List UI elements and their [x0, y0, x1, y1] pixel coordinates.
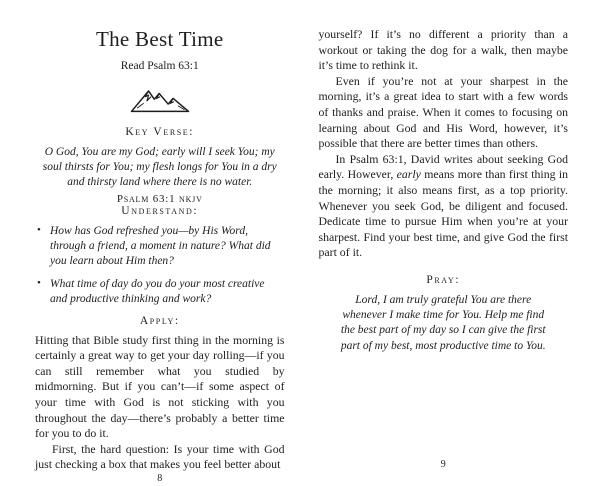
understand-heading: Understand:	[121, 204, 199, 217]
apply-paragraph-1: Hitting that Bible study first thing in the morning is certainly a great way to get your day rolling—if you can still remember what you studied by midmorning. But if you can’t—if some aspect of your time with God is not sticking with you throughout the day—there’s probably a better time for you to do it.	[35, 332, 285, 441]
understand-bullet-2	[35, 277, 285, 307]
page-number-left: 8	[157, 472, 163, 484]
body-paragraph-1: yourself? If it’s no different a priority than a workout or taking the dog for a walk, then maybe it’s time to rethink it.	[318, 27, 568, 73]
apply-paragraph-2: First, the hard question: Is your time with God just checking a box that makes you feel better about	[35, 441, 285, 472]
bullet-marker: •	[37, 276, 41, 289]
page-title: The Best Time	[95, 27, 224, 51]
prayer-text: Lord, I am truly grateful You are there whenever I make time for You. Help me find the best part of my day so I can give the first part of my best, most productive time to You.	[340, 293, 546, 352]
understand-bullet-1	[35, 224, 285, 269]
pray-heading: Pray:	[426, 273, 461, 286]
mountains-icon	[35, 85, 285, 115]
body-paragraph-3-pre: In Psalm 63:1, David writes about seeking God early. However,	[318, 151, 568, 182]
understand-list	[35, 224, 285, 315]
apply-heading: Apply:	[139, 314, 180, 327]
body-paragraph-3-post: means more than first thing in the morning; it also means first, as a top priority. Whenever you seek God, be diligent and focused. Dedicate time to pursue Him when you’re at your sharpest. Find your best time, and give God the first part of it.	[318, 167, 568, 260]
key-verse-heading: Key Verse:	[125, 126, 195, 138]
right-page	[302, 0, 603, 486]
key-verse-text: O God, You are my God; early will I seek You; my soul thirsts for You; my flesh longs for You in a dry and thirsty land where there is no water.	[42, 146, 277, 189]
key-verse-reference: Psalm 63:1 nkjv	[116, 192, 203, 205]
bullet-marker: •	[37, 223, 41, 236]
spacer	[319, 261, 569, 274]
body-paragraph-2: Even if you’re not at your sharpest in the morning, it’s a great idea to start with a few words of thanks and praise. When it comes to focusing on learning about God and His Word, however, it’s possible that there are better times than others.	[318, 73, 568, 151]
page-number-right: 9	[440, 459, 446, 470]
body-paragraph-3	[319, 152, 569, 261]
read-reference: Read Psalm 63:1	[120, 60, 199, 72]
understand-bullet-1-text: How has God refreshed you—by His Word, through a friend, a moment in nature? What did you learn about Him then?	[50, 224, 271, 267]
body-paragraph-3-emphasis: early	[396, 167, 421, 182]
understand-bullet-2-text: What time of day do you do your most creative and productive thinking and work?	[50, 277, 265, 305]
